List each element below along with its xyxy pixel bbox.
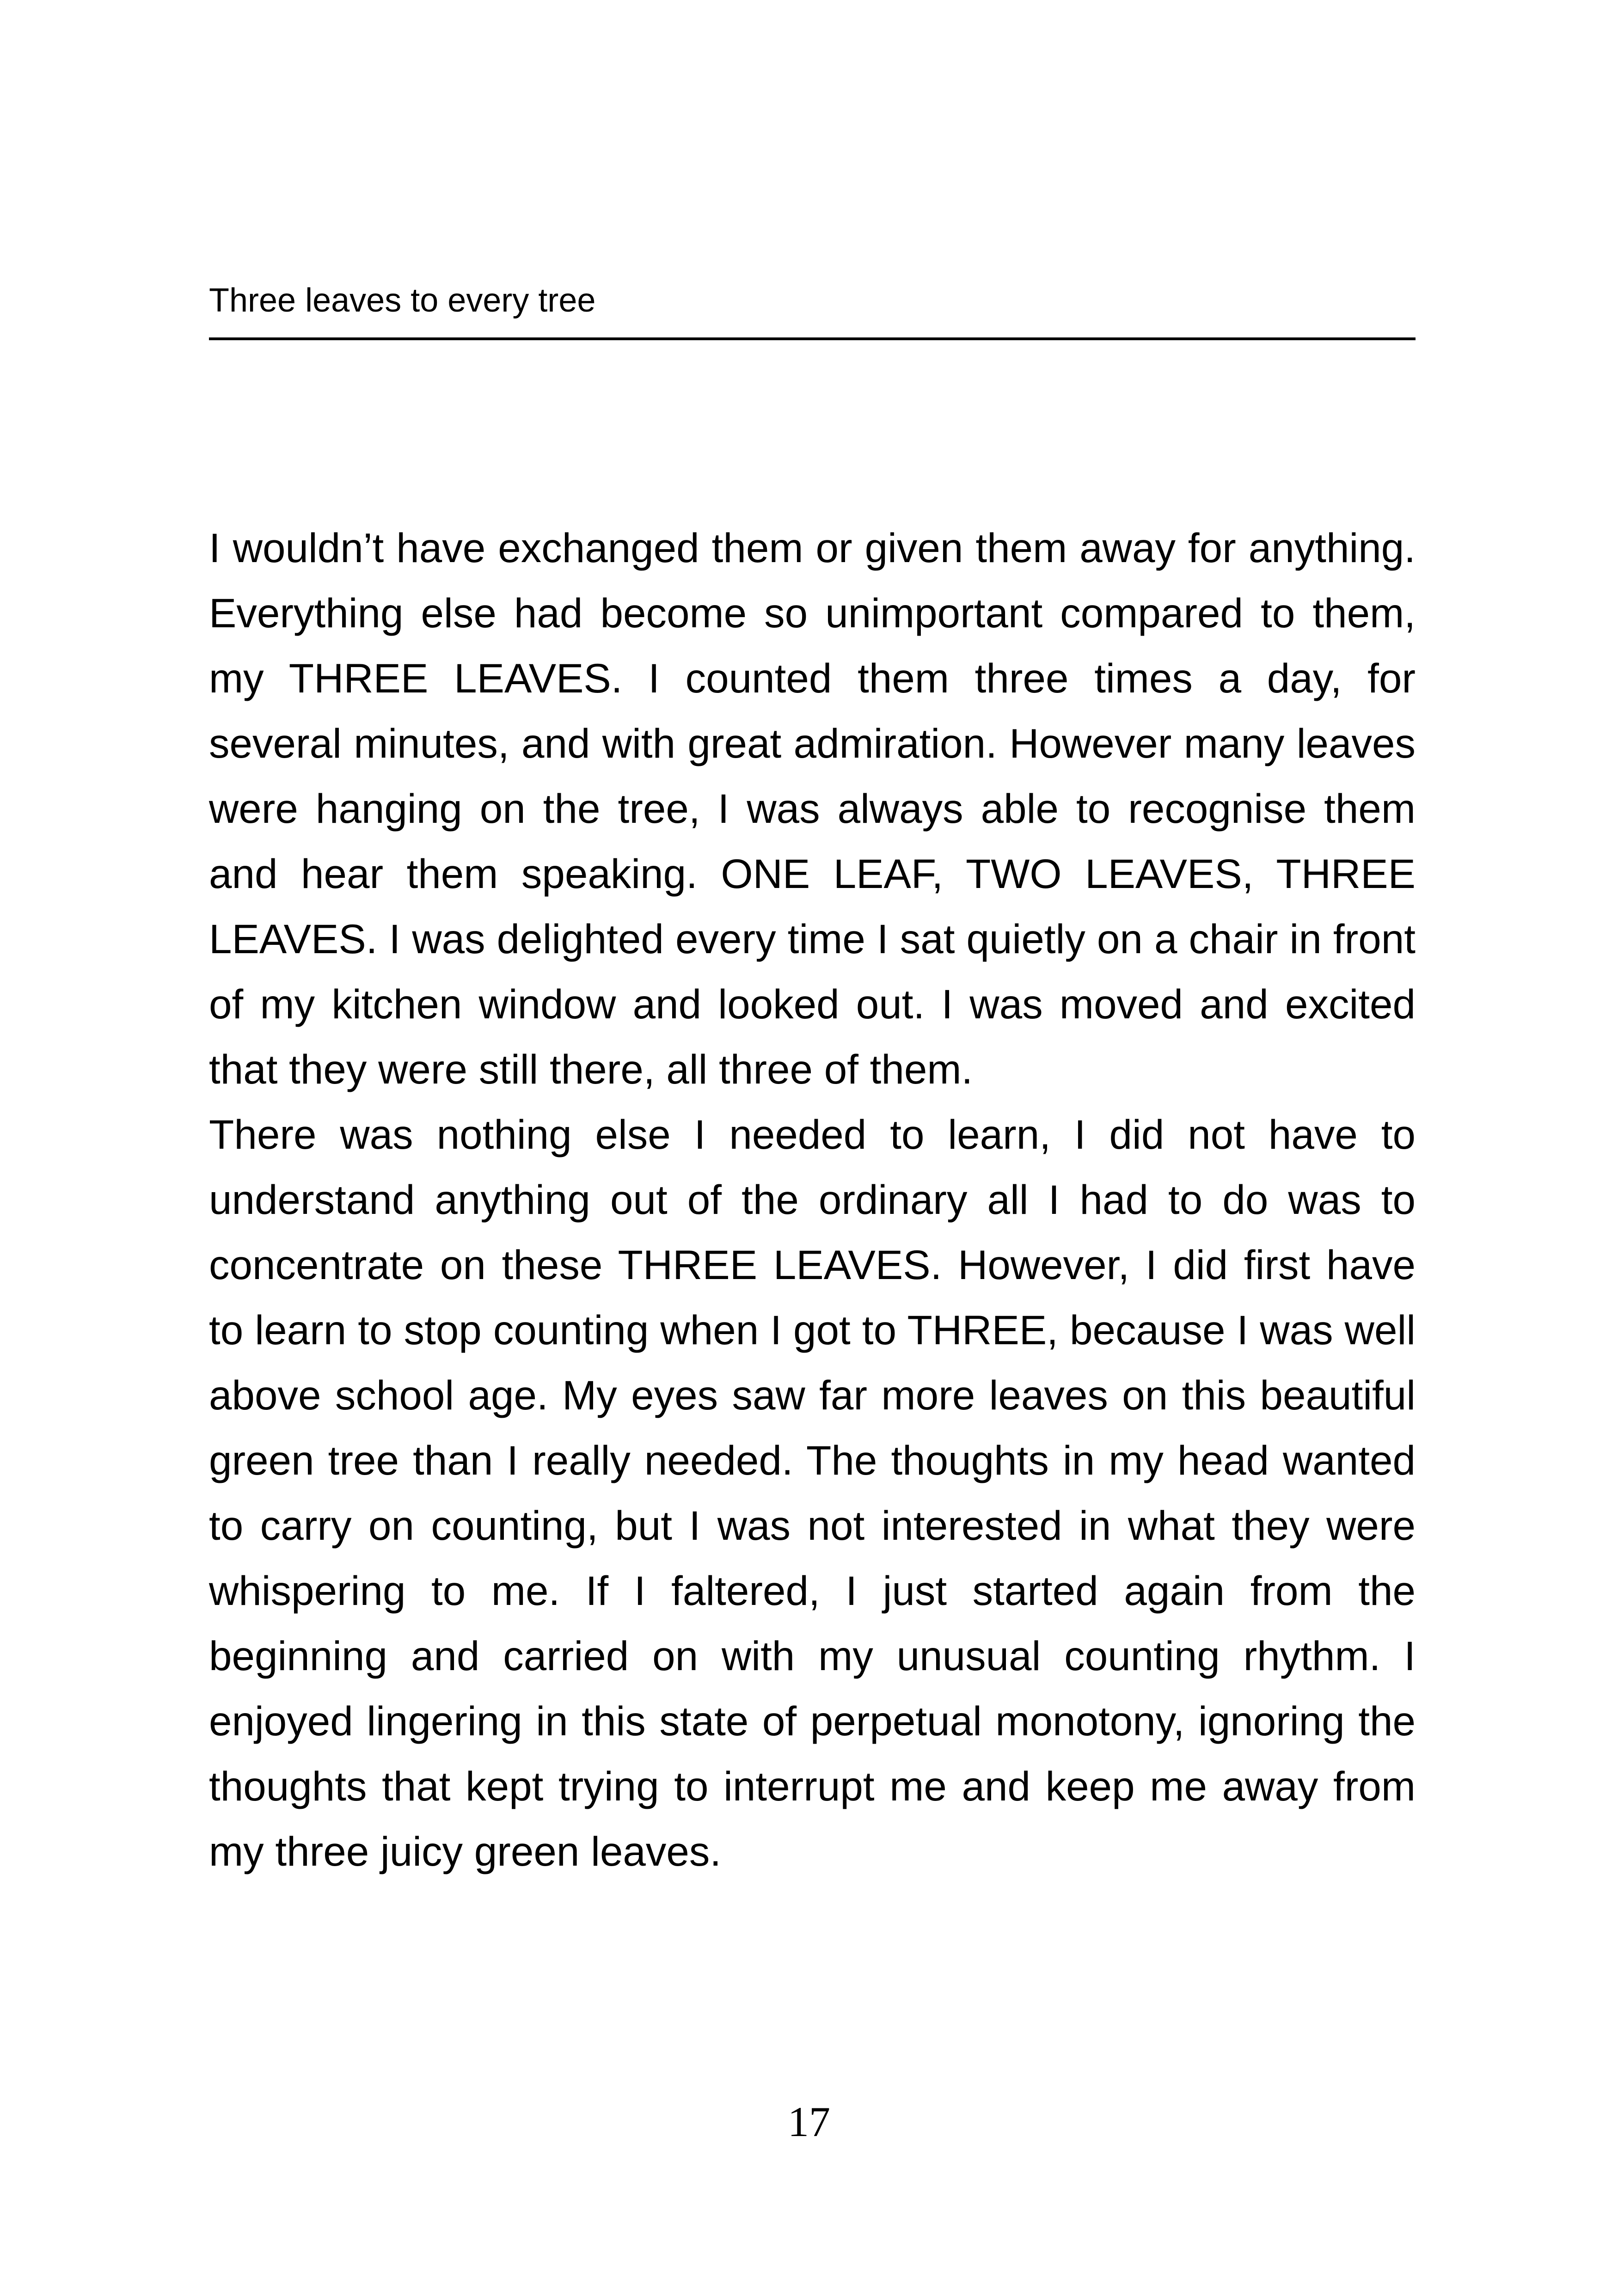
running-header: Three leaves to every tree xyxy=(209,282,596,319)
page-number: 17 xyxy=(788,2098,830,2145)
paragraph: I wouldn’t have exchanged them or given them away for anything. Everything else had become so unimportant compared to them, my THREE LEAVES. I counted them three times a day, for several minutes, and with great admiration. However many leaves were hanging on the tree, I was always able to recognise them and hear them speaking. ONE LEAF, TWO LEAVES, THREE LEAVES. I was delighted every time I sat quietly on a chair in front of my kitchen window and looked out. I was moved and excited that they were still there, all three of them. xyxy=(209,525,1416,1092)
header-rule xyxy=(209,337,1416,340)
paragraph: There was nothing else I needed to learn, I did not have to understand anything out of the ordinary all I had to do was to concentrate on these THREE LEAVES. However, I did first have to learn to stop counting when I got to THREE, because I was well above school age. My eyes saw far more leaves on this beautiful green tree than I really needed. The thoughts in my head wanted to carry on counting, but I was not interested in what they were whispering to me. If I faltered, I just started again from the beginning and carried on with my unusual counting rhythm. I enjoyed lingering in this state of perpetual monotony, ignoring the thoughts that kept trying to interrupt me and keep me away from my three juicy green leaves. xyxy=(209,1111,1416,1874)
body-text xyxy=(209,515,1416,1884)
